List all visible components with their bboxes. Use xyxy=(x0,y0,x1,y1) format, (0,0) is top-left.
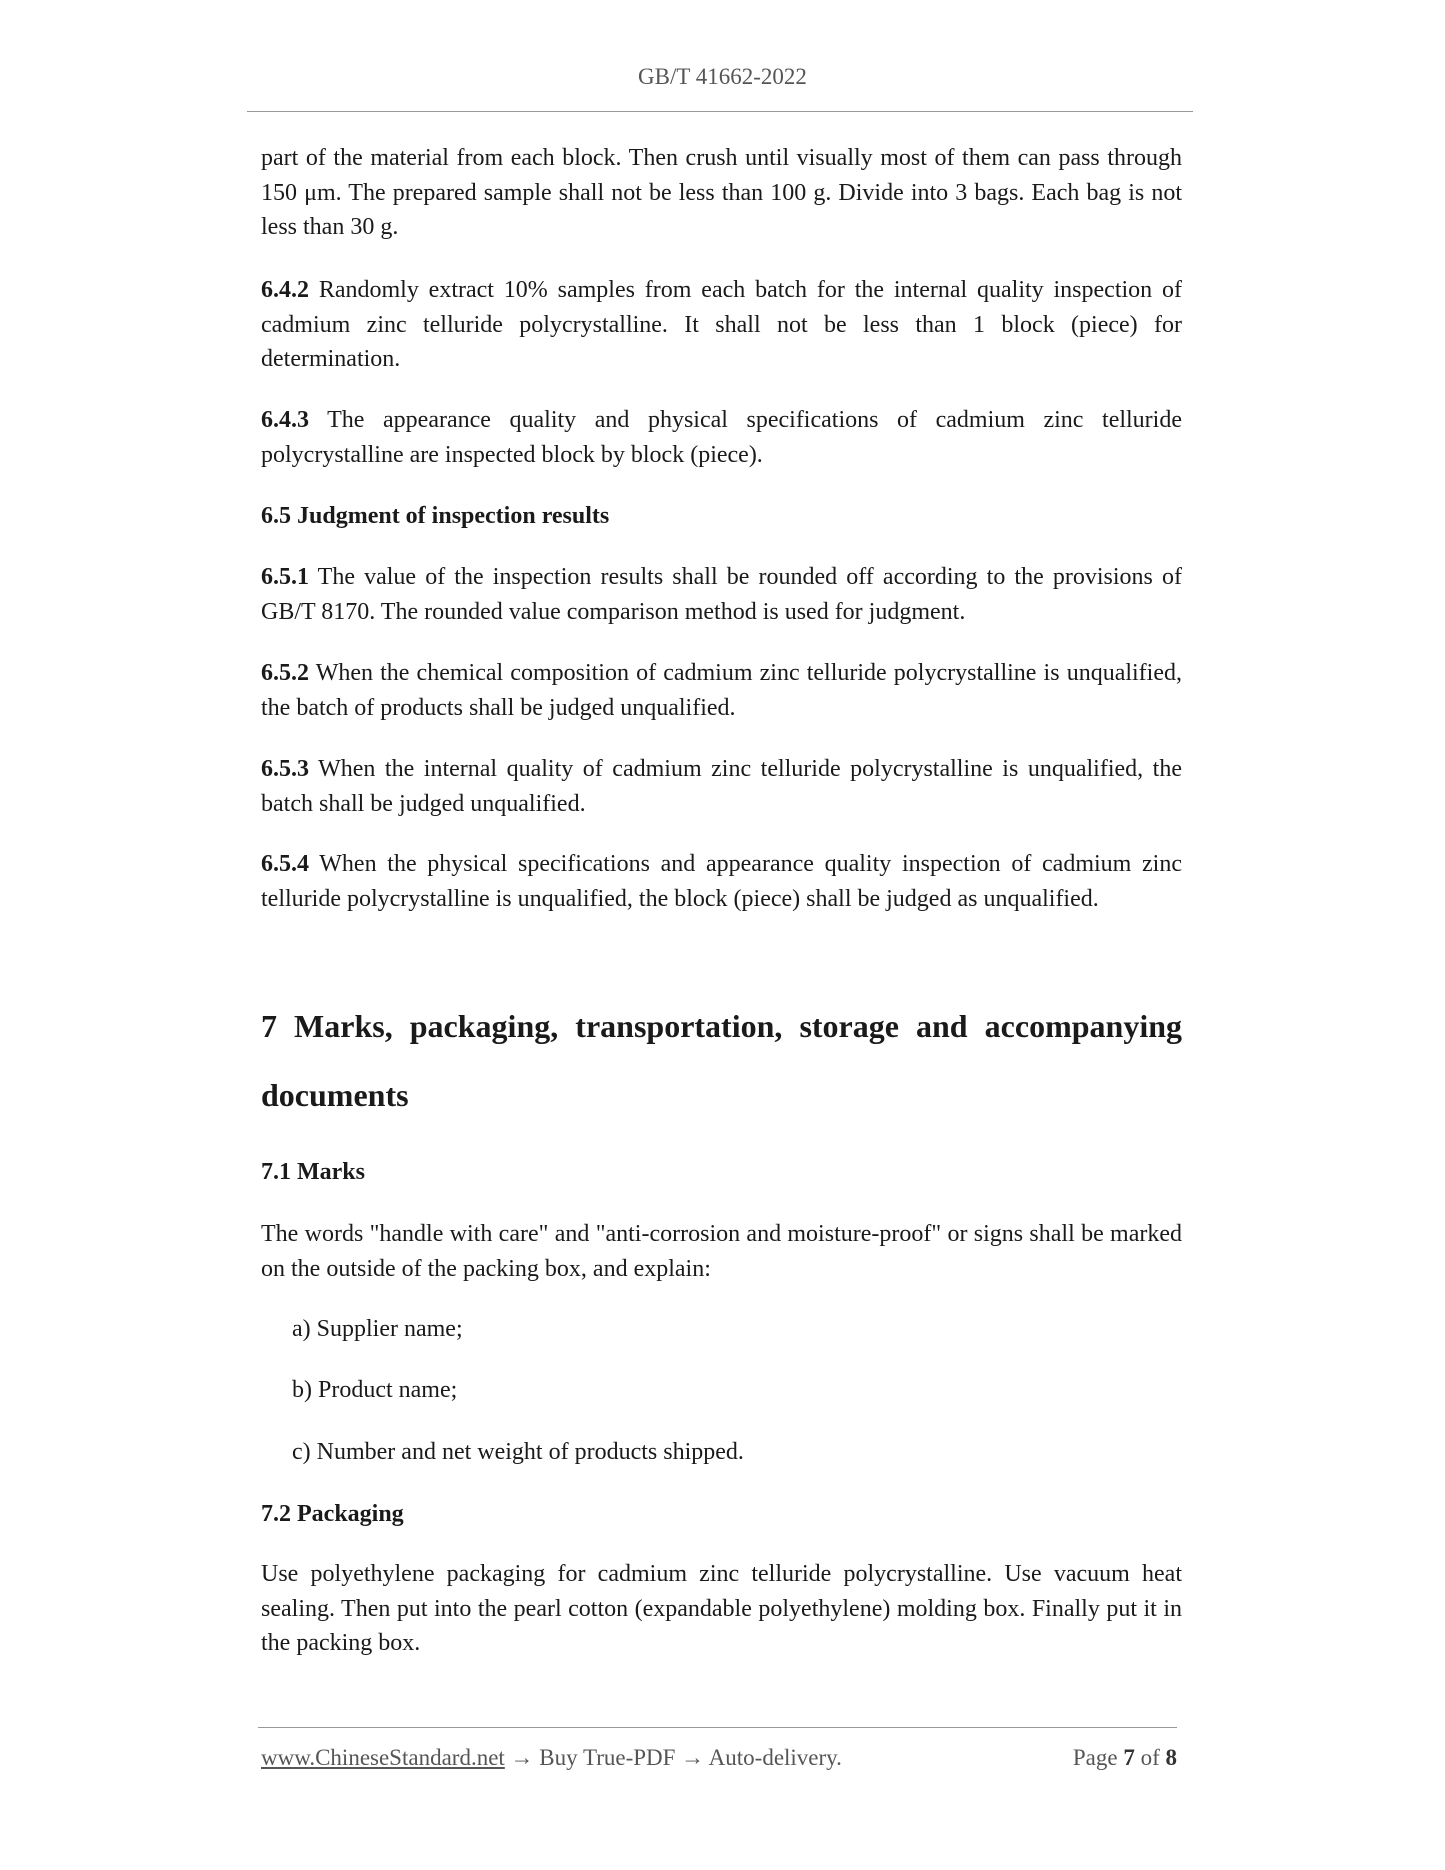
heading-7-2: 7.2 Packaging xyxy=(261,1501,404,1527)
footer-promo-text: → Buy True-PDF → Auto-delivery. xyxy=(504,1745,842,1770)
website-link[interactable]: www.ChineseStandard.net xyxy=(261,1745,505,1770)
clause-text: When the chemical composition of cadmium zinc telluride polycrystalline is unqualified, the batch of products shall be judged unqualified. xyxy=(261,660,1182,721)
list-item: b) Product name; xyxy=(292,1377,458,1403)
clause-text: When the physical specifications and appearance quality inspection of cadmium zinc telluride polycrystalline is unqualified, the block (piece) shall be judged as unqualified. xyxy=(261,851,1182,912)
footer xyxy=(261,1745,1177,1771)
clause-number: 6.5.2 xyxy=(261,660,309,686)
page-total: 8 xyxy=(1165,1745,1177,1770)
paragraph-7-2: Use polyethylene packaging for cadmium zinc telluride polycrystalline. Use vacuum heat sealing. Then put into the pearl cotton (expandable polyethylene) molding box. Finally put it in the packing box. xyxy=(261,1561,1182,1656)
clause-text: The appearance quality and physical specifications of cadmium zinc telluride polycrystalline are inspected block by block (piece). xyxy=(261,407,1182,468)
page-indicator xyxy=(1073,1745,1177,1771)
clause-6-5-4 xyxy=(261,847,1182,916)
list-item: c) Number and net weight of products shipped. xyxy=(292,1439,744,1465)
header-divider xyxy=(247,111,1193,112)
clause-text: The value of the inspection results shall be rounded off according to the provisions of GB/T 8170. The rounded value comparison method is used for judgment. xyxy=(261,564,1182,625)
clause-number: 6.5.4 xyxy=(261,851,309,877)
clause-6-5-3 xyxy=(261,752,1182,821)
paragraph-7-1: The words "handle with care" and "anti-corrosion and moisture-proof" or signs shall be marked on the outside of the packing box, and explain: xyxy=(261,1221,1182,1282)
clause-6-5-2 xyxy=(261,656,1182,725)
document-header: GB/T 41662-2022 xyxy=(638,64,807,89)
clause-number: 6.4.3 xyxy=(261,407,309,433)
clause-text: Randomly extract 10% samples from each batch for the internal quality inspection of cadmium zinc telluride polycrystalline. It shall not be less than 1 block (piece) for determination. xyxy=(261,277,1182,372)
clause-6-4-2 xyxy=(261,273,1182,377)
footer-promo xyxy=(261,1745,842,1771)
of-label: of xyxy=(1134,1745,1166,1770)
clause-6-5-1 xyxy=(261,560,1182,629)
paragraph-continued: part of the material from each block. Then crush until visually most of them can pass through 150 μm. The prepared sample shall not be less than 100 g. Divide into 3 bags. Each bag is not less than 30 g. xyxy=(261,145,1182,240)
clause-text: When the internal quality of cadmium zinc telluride polycrystalline is unqualified, the batch shall be judged unqualified. xyxy=(261,756,1182,817)
clause-number: 6.5.1 xyxy=(261,564,309,590)
list-item: a) Supplier name; xyxy=(292,1316,463,1342)
heading-6-5: 6.5 Judgment of inspection results xyxy=(261,503,610,529)
footer-divider xyxy=(258,1727,1177,1728)
clause-6-4-3 xyxy=(261,403,1182,472)
heading-7-1: 7.1 Marks xyxy=(261,1159,365,1185)
heading-section-7: 7 Marks, packaging, transportation, storage and accompanying documents xyxy=(261,1008,1182,1113)
page-number: 7 xyxy=(1123,1745,1135,1770)
clause-number: 6.5.3 xyxy=(261,756,309,782)
clause-number: 6.4.2 xyxy=(261,277,309,303)
page-label: Page xyxy=(1072,1745,1124,1770)
